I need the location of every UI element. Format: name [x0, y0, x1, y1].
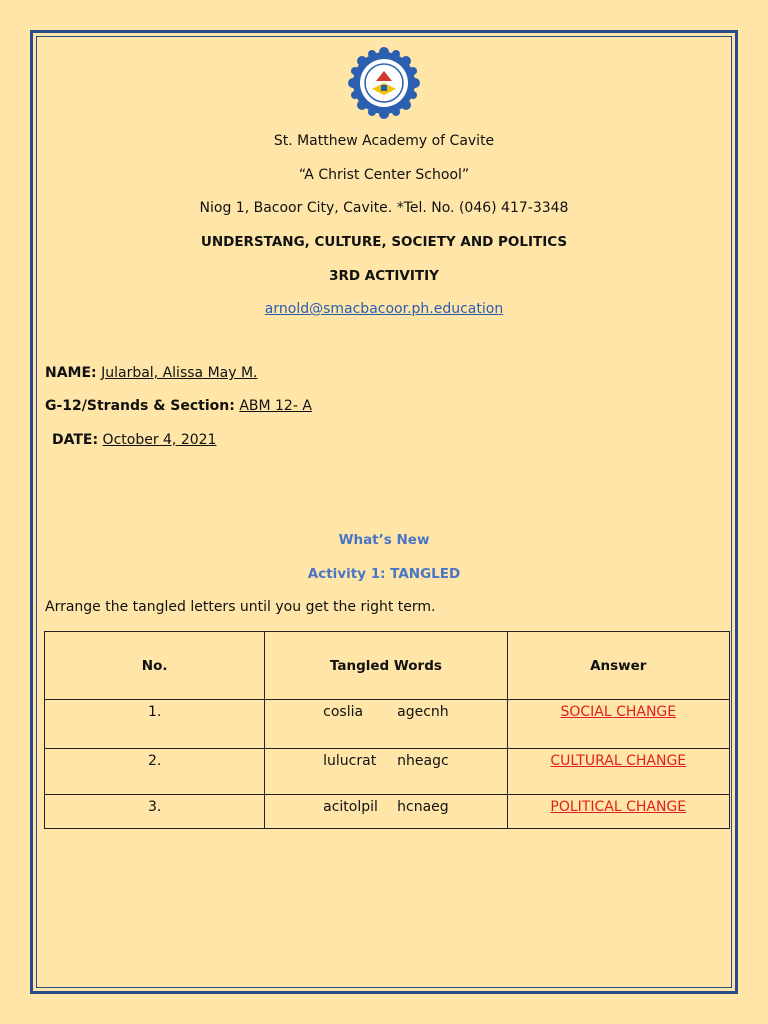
school-name: St. Matthew Academy of Cavite — [273, 133, 495, 149]
activity-instruction: Arrange the tangled letters until you get the right term. — [45, 599, 436, 615]
date-field — [52, 432, 216, 448]
answer-cell — [507, 700, 729, 749]
subject-title: UNDERSTANG, CULTURE, SOCIETY AND POLITICS — [200, 234, 568, 250]
answer-text: POLITICAL CHANGE — [550, 799, 687, 815]
name-value: Jularbal, Alissa May M. — [101, 365, 258, 381]
section-field — [45, 398, 312, 414]
header-no: No. — [45, 632, 265, 700]
tangled-word-1: coslia — [323, 704, 364, 720]
school-motto: “A Christ Center School” — [298, 167, 470, 183]
tangled-word-cell — [265, 795, 507, 829]
answer-text: CULTURAL CHANGE — [550, 753, 687, 769]
table-header-row — [45, 632, 730, 700]
date-label: DATE: — [52, 432, 99, 448]
section-value: ABM 12- A — [239, 398, 312, 414]
name-field — [45, 365, 258, 381]
activity-number: 3RD ACTIVITIY — [329, 268, 439, 284]
whats-new-heading: What’s New — [338, 532, 430, 548]
tangled-word-1: lulucrat — [323, 753, 377, 769]
row-number: 1. — [45, 700, 265, 749]
date-value: October 4, 2021 — [102, 432, 217, 448]
answer-cell — [507, 795, 729, 829]
row-number: 3. — [45, 795, 265, 829]
activity-title: Activity 1: TANGLED — [307, 566, 461, 582]
name-label: NAME: — [45, 365, 97, 381]
answer-cell — [507, 749, 729, 795]
tangled-word-cell — [265, 700, 507, 749]
table-row — [45, 700, 730, 749]
header-tangled-words: Tangled Words — [265, 632, 507, 700]
email-line — [0, 301, 768, 317]
tangled-word-2: agecnh — [397, 704, 449, 720]
tangled-word-1: acitolpil — [323, 799, 378, 815]
tangled-words-table — [44, 631, 730, 829]
school-seal-logo — [348, 47, 420, 119]
school-address: Niog 1, Bacoor City, Cavite. *Tel. No. (046) 417-3348 — [199, 200, 569, 216]
tangled-word-2: nheagc — [397, 753, 449, 769]
table-row — [45, 749, 730, 795]
email-link[interactable]: arnold@smacbacoor.ph.education — [264, 301, 504, 317]
tangled-word-cell — [265, 749, 507, 795]
answer-text: SOCIAL CHANGE — [560, 704, 677, 720]
section-label: G-12/Strands & Section: — [45, 398, 235, 414]
tangled-word-2: hcnaeg — [397, 799, 449, 815]
table-row — [45, 795, 730, 829]
row-number: 2. — [45, 749, 265, 795]
header-answer: Answer — [507, 632, 729, 700]
